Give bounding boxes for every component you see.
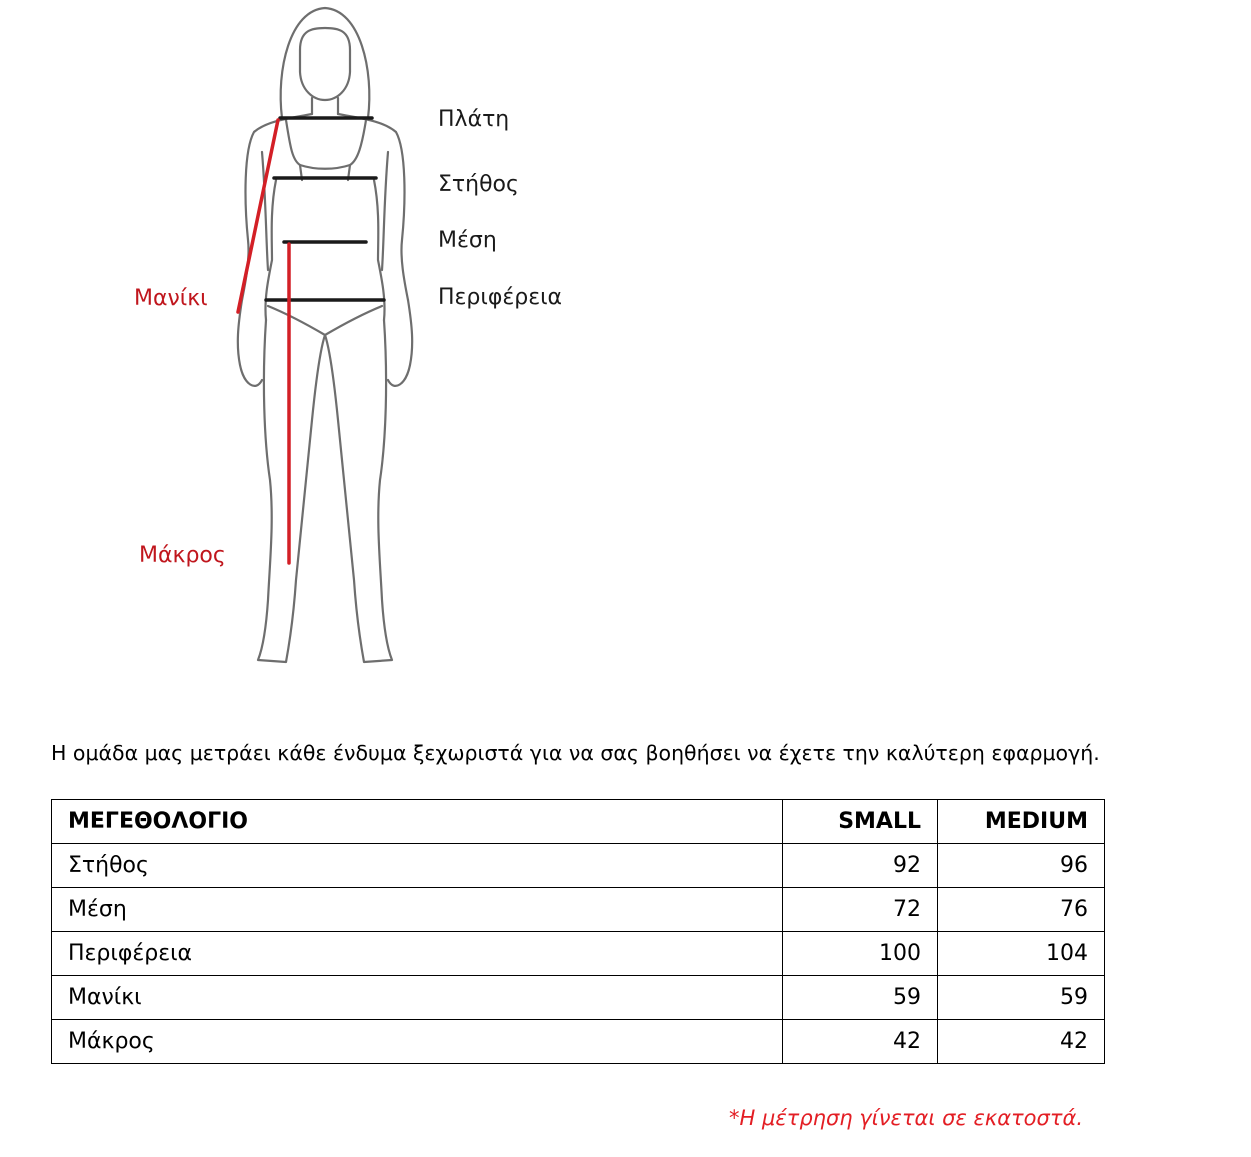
right-leg-outline	[325, 320, 392, 662]
body-measurement-figure	[0, 0, 640, 680]
body-silhouette-drawing	[0, 0, 640, 680]
face-outline	[300, 28, 350, 100]
hair-outline	[281, 8, 370, 118]
row-label: Στήθος	[52, 844, 783, 888]
label-hips: Περιφέρεια	[438, 285, 563, 310]
small-value: 92	[783, 844, 938, 888]
medium-value: 104	[938, 932, 1105, 976]
header-size-chart: ΜΕΓΕΘΟΛΟΓΙΟ	[52, 800, 783, 844]
medium-value: 42	[938, 1020, 1105, 1064]
torso-left-outline	[242, 114, 312, 300]
medium-value: 59	[938, 976, 1105, 1020]
small-value: 100	[783, 932, 938, 976]
medium-value: 76	[938, 888, 1105, 932]
header-small: SMALL	[783, 800, 938, 844]
size-chart-table	[51, 799, 1105, 1064]
left-leg-outline	[258, 320, 325, 662]
label-back: Πλάτη	[438, 107, 510, 132]
table-header-row	[52, 800, 1105, 844]
label-sleeve: Μανίκι	[134, 286, 208, 311]
small-value: 59	[783, 976, 938, 1020]
torso-right-outline	[338, 114, 408, 300]
label-length: Μάκρος	[139, 543, 226, 568]
row-label: Μέση	[52, 888, 783, 932]
intro-text: Η ομάδα μας μετράει κάθε ένδυμα ξεχωριστά για να σας βοηθήσει να έχετε την καλύτερη εφαρμογή.	[51, 741, 1100, 765]
small-value: 42	[783, 1020, 938, 1064]
table-row	[52, 976, 1105, 1020]
table-row	[52, 844, 1105, 888]
row-label: Μάκρος	[52, 1020, 783, 1064]
row-label: Μανίκι	[52, 976, 783, 1020]
label-chest: Στήθος	[438, 172, 519, 197]
small-value: 72	[783, 888, 938, 932]
header-medium: MEDIUM	[938, 800, 1105, 844]
bra-outline	[286, 120, 366, 169]
briefs-outline	[268, 306, 382, 335]
table-row	[52, 888, 1105, 932]
measurement-unit-note: *Η μέτρηση γίνεται σε εκατοστά.	[729, 1106, 1084, 1130]
medium-value: 96	[938, 844, 1105, 888]
row-label: Περιφέρεια	[52, 932, 783, 976]
table-row	[52, 932, 1105, 976]
label-waist: Μέση	[438, 228, 497, 253]
table-row	[52, 1020, 1105, 1064]
